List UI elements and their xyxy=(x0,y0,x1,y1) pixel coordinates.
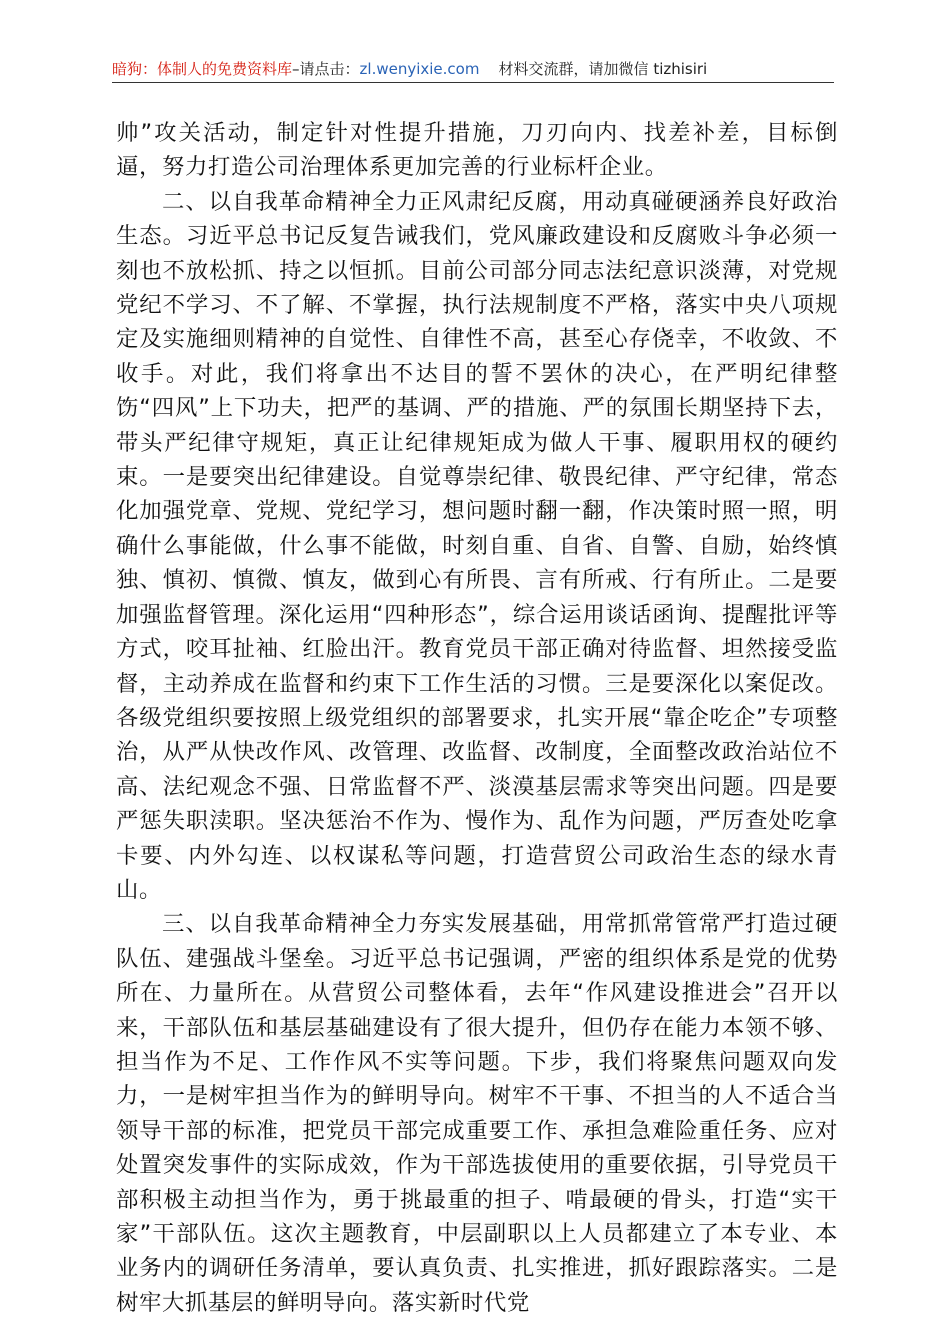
paragraph-section-three: 三、以自我革命精神全力夯实发展基础，用常抓常管常严打造过硬队伍、建强战斗堡垒。习近平总书记强调，严密的组织体系是党的优势所在、力量所在。从营贸公司整体看，去年“作风建设推进会”召开以来，干部队伍和基层基础建设有了很大提升，但仍存在能力本领不够、担当作为不足、工作作风不实等问题。下步，我们将聚焦问题双向发力，一是树牢担当作为的鲜明导向。树牢不干事、不担当的人不适合当领导干部的标准，把党员干部完成重要工作、承担急难险重任务、应对处置突发事件的实际成效，作为干部选拔使用的重要依据，引导党员干部积极主动担当作为，勇于挑最重的担子、啃最硬的骨头，打造“实干家”干部队伍。这次主题教育，中层副职以上人员都建立了本专业、本业务内的调研任务清单，要认真负责、扎实推进，抓好跟踪落实。二是树牢大抓基层的鲜明导向。落实新时代党 xyxy=(116,911,838,1316)
header-link[interactable]: zl.wenyixie.com xyxy=(359,60,480,78)
document-body xyxy=(116,116,838,1320)
header-divider xyxy=(112,82,834,83)
header-brand: 暗狗：体制人的免费资料库 xyxy=(112,60,293,78)
paragraph-continued: 帅”攻关活动，制定针对性提升措施，刀刃向内、找差补差，目标倒逼，努力打造公司治理体系更加完善的行业标杆企业。 xyxy=(116,120,838,181)
page-header xyxy=(112,56,834,82)
header-group-info: 材料交流群，请加微信 tizhisiri xyxy=(498,60,708,78)
header-prompt: –请点击： xyxy=(292,60,360,78)
paragraph-section-two: 二、以自我革命精神全力正风肃纪反腐，用动真碰硬涵养良好政治生态。习近平总书记反复告诫我们，党风廉政建设和反腐败斗争必须一刻也不放松抓、持之以恒抓。目前公司部分同志法纪意识淡薄，对党规党纪不学习、不了解、不掌握，执行法规制度不严格，落实中央八项规定及实施细则精神的自觉性、自律性不高，甚至心存侥幸，不收敛、不收手。对此，我们将拿出不达目的誓不罢休的决心，在严明纪律整饬“四风”上下功夫，把严的基调、严的措施、严的氛围长期坚持下去，带头严纪律守规矩，真正让纪律规矩成为做人干事、履职用权的硬约束。一是要突出纪律建设。自觉尊崇纪律、敬畏纪律、严守纪律，常态化加强党章、党规、党纪学习，想问题时翻一翻，作决策时照一照，明确什么事能做，什么事不能做，时刻自重、自省、自警、自励，始终慎独、慎初、慎微、慎友，做到心有所畏、言有所戒、行有所止。二是要加强监督管理。深化运用“四种形态”，综合运用谈话函询、提醒批评等方式，咬耳扯袖、红脸出汗。教育党员干部正确对待监督、坦然接受监督，主动养成在监督和约束下工作生活的习惯。三是要深化以案促改。各级党组织要按照上级党组织的部署要求，扎实开展“靠企吃企”专项整治，从严从快改作风、改管理、改监督、改制度，全面整改政治站位不高、法纪观念不强、日常监督不严、淡漠基层需求等突出问题。四是要严惩失职渎职。坚决惩治不作为、慢作为、乱作为问题，严厉查处吃拿卡要、内外勾连、以权谋私等问题，打造营贸公司政治生态的绿水青山。 xyxy=(116,188,838,903)
